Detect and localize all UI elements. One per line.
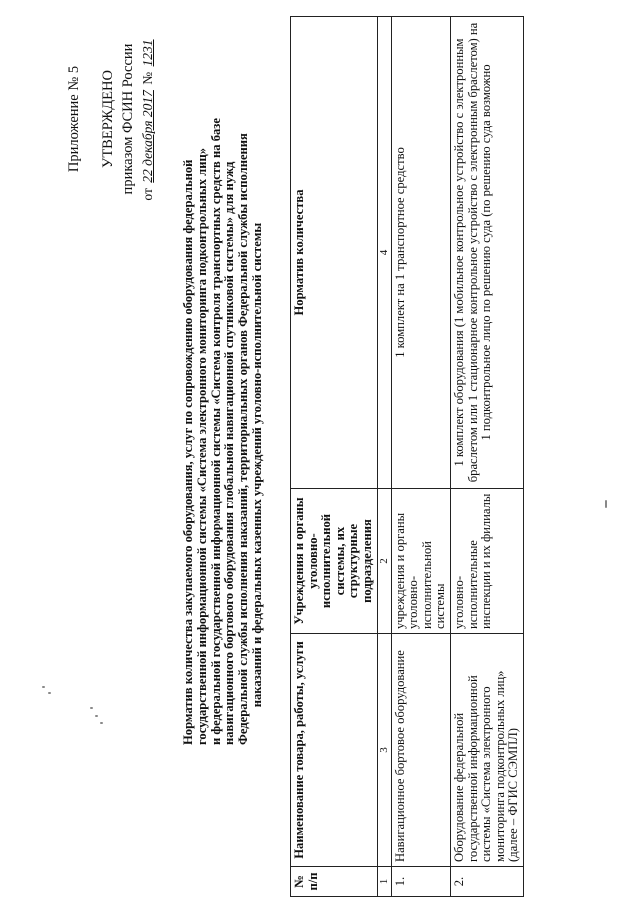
title-line: государственной информационной системы «Система электронного мониторинга подконтрольных лиц»	[194, 147, 209, 745]
title-line: и федеральной государственной информационной системы «Система контроля транспортных средств на базе	[208, 118, 223, 745]
row-number: 1.	[391, 867, 450, 897]
row-norm: 1 комплект на 1 транспортное средство	[391, 17, 450, 489]
title-line: Норматив количества закупаемого оборудования, услуг по сопровождению оборудования федеральной	[181, 159, 195, 745]
attachment-stamp	[64, 33, 158, 205]
header-organizations: Учреждения и органы уголовно-исполнительной системы, их структурные подразделения	[291, 489, 378, 634]
header-item-name: Наименование товара, работы, услуги	[291, 634, 378, 867]
approved-label: УТВЕРЖДЕНО	[100, 70, 116, 168]
header-norm: Норматив количества	[291, 17, 378, 489]
title-line: Федеральной службы исполнения наказаний, территориальных органов Федеральной службы исполнения	[236, 133, 251, 745]
row-organizations: учреждения и органы уголовно-исполнительной системы	[391, 489, 450, 634]
order-date-line	[138, 33, 158, 205]
row-item-name: Навигационное бортовое оборудование	[391, 634, 450, 867]
scan-speck	[95, 715, 98, 717]
column-number: 2	[377, 489, 391, 634]
norms-table	[290, 16, 524, 897]
scan-speck	[42, 686, 45, 688]
column-number: 1	[377, 867, 391, 897]
header-number: № п/п	[291, 867, 378, 897]
table-row	[450, 17, 523, 897]
document-title	[181, 118, 265, 745]
row-organizations: уголовно-исполнительные инспекции и их филиалы	[450, 489, 523, 634]
title-line: наказаний и федеральных казенных учреждений уголовно-исполнительной системы	[249, 222, 264, 708]
row-number: 2.	[450, 867, 523, 897]
table-row	[391, 17, 450, 897]
table-column-numbers-row	[377, 17, 391, 897]
scan-speck	[100, 722, 103, 724]
column-number: 4	[377, 17, 391, 489]
row-item-name: Оборудование федеральной государственной информационной системы «Система электронного мониторинга подконтрольных лиц» (далее – ФГИС СЭМПЛ)	[450, 634, 523, 867]
scan-speck	[90, 707, 93, 709]
table-header-row	[291, 17, 378, 897]
number-prefix: №	[140, 71, 155, 85]
title-line: навигационного бортового оборудования глобальной навигационной спутниковой системы» для нужд	[222, 161, 237, 745]
row-norm: 1 комплект оборудования (1 мобильное контрольное устройство с электронным браслетом или 1 стационарное контрольное устройство с электронным браслетом) на 1 подконтрольное лицо по решению суда (по решению суда возможно	[450, 17, 523, 489]
scan-speck	[48, 692, 51, 694]
column-number: 3	[377, 634, 391, 867]
order-label: приказом ФСИН России	[120, 43, 136, 195]
attachment-label: Приложение № 5	[66, 65, 82, 173]
date-prefix: от	[140, 188, 155, 201]
order-number: 1231	[140, 39, 155, 67]
scan-speck	[605, 500, 607, 508]
order-date: 22 декабря 2017	[140, 90, 155, 183]
